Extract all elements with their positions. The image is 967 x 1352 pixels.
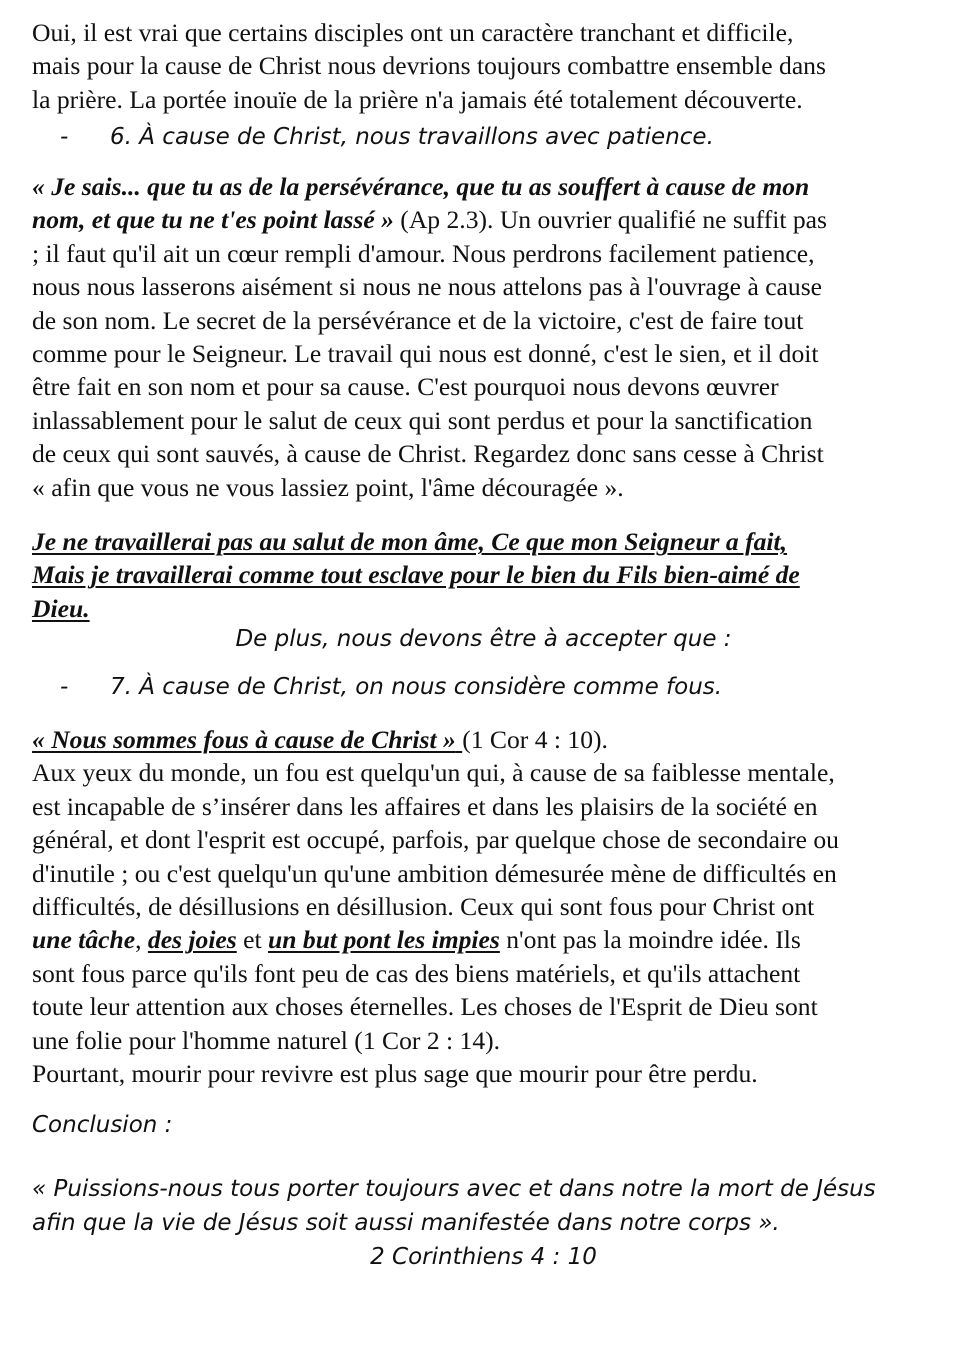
text-line: mais pour la cause de Christ nous devrions toujours combattre ensemble dans [32,51,826,81]
text-line [32,203,947,236]
poem-quote [32,525,947,625]
paragraph-perseverance [32,170,947,504]
section-heading-6 [60,124,714,150]
quote-line: « Puissions-nous tous porter toujours avec et dans notre la mort de Jésus [32,1176,876,1202]
paragraph-fools [32,723,947,1090]
poem-line: Je ne travaillerai pas au salut de mon âme, Ce que mon Seigneur a fait, [32,527,788,556]
emphasis-text: un but pont les impies [268,925,500,955]
body-text: (Ap 2.3). Un ouvrier qualifié ne suffit pas [393,205,828,235]
body-text: , [135,925,148,955]
text-line: difficultés, de désillusions en désillusion. Ceux qui sont fous pour Christ ont [32,892,815,922]
transition-text: De plus, nous devons être à accepter que : [235,626,732,652]
emphasis-text: des joies [147,925,237,955]
quote-text: « Je sais... que tu as de la persévérance, que tu as souffert à cause de mon [32,172,810,201]
text-line: d'inutile ; ou c'est quelqu'un qu'une ambition démesurée mène de difficultés en [32,858,837,888]
text-line: comme pour le Seigneur. Le travail qui nous est donné, c'est le sien, et il doit [32,339,819,369]
heading-text: 7. À cause de Christ, on nous considère comme fous. [110,674,723,700]
text-line [32,723,947,756]
text-line: toute leur attention aux choses éternelles. Les choses de l'Esprit de Dieu sont [32,992,818,1022]
section-heading-7 [60,674,722,700]
text-line: Pourtant, mourir pour revivre est plus sage que mourir pour être perdu. [32,1059,758,1089]
text-line: inlassablement pour le salut de ceux qui sont perdus et pour la sanctification [32,405,813,435]
text-line: la prière. La portée inouïe de la prière n'a jamais été totalement découverte. [32,84,803,114]
text-line [32,923,947,956]
text-line: de ceux qui sont sauvés, à cause de Christ. Regardez donc sans cesse à Christ [32,439,824,469]
text-line: de son nom. Le secret de la persévérance et de la victoire, c'est de faire tout [32,305,804,335]
body-text: et [236,925,269,955]
quote-line: afin que la vie de Jésus soit aussi manifestée dans notre corps ». [32,1210,780,1236]
text-line: Oui, il est vrai que certains disciples ont un caractère tranchant et difficile, [32,18,794,47]
text-line: Aux yeux du monde, un fou est quelqu'un qui, à cause de sa faiblesse mentale, [32,758,835,788]
list-dash: - [60,124,69,150]
text-line: ; il faut qu'il ait un cœur rempli d'amour. Nous perdrons facilement patience, [32,238,815,268]
paragraph-intro [32,16,947,116]
text-line: « afin que vous ne vous lassiez point, l'âme découragée ». [32,472,624,502]
conclusion-quote [32,1172,947,1240]
list-dash: - [60,674,69,700]
text-line: général, et dont l'esprit est occupé, parfois, par quelque chose de secondaire ou [32,825,839,855]
quote-text: nom, et que tu ne t'es point lassé » [32,205,394,235]
text-line [32,170,947,203]
emphasis-text: une tâche [32,925,136,955]
text-line: être fait en son nom et pour sa cause. C'est pourquoi nous devons œuvrer [32,372,779,402]
text-line: sont fous parce qu'ils font peu de cas des biens matériels, et qu'ils attachent [32,958,801,988]
text-line: une folie pour l'homme naturel (1 Cor 2 : 14). [32,1025,501,1055]
body-text: n'ont pas la moindre idée. Ils [499,925,801,955]
scripture-reference: 2 Corinthiens 4 : 10 [370,1244,597,1270]
text-line: nous nous lasserons aisément si nous ne nous attelons pas à l'ouvrage à cause [32,272,823,302]
poem-line: Dieu. [32,593,90,623]
heading-text: 6. À cause de Christ, nous travaillons avec patience. [110,124,714,150]
poem-line: Mais je travaillerai comme tout esclave pour le bien du Fils bien-aimé de [32,560,800,590]
body-text: (1 Cor 4 : 10). [462,725,608,754]
quote-text: « Nous sommes fous à cause de Christ » [32,725,456,754]
conclusion-label: Conclusion : [32,1112,173,1138]
text-line: est incapable de s’insérer dans les affaires et dans les plaisirs de la société en [32,791,818,821]
